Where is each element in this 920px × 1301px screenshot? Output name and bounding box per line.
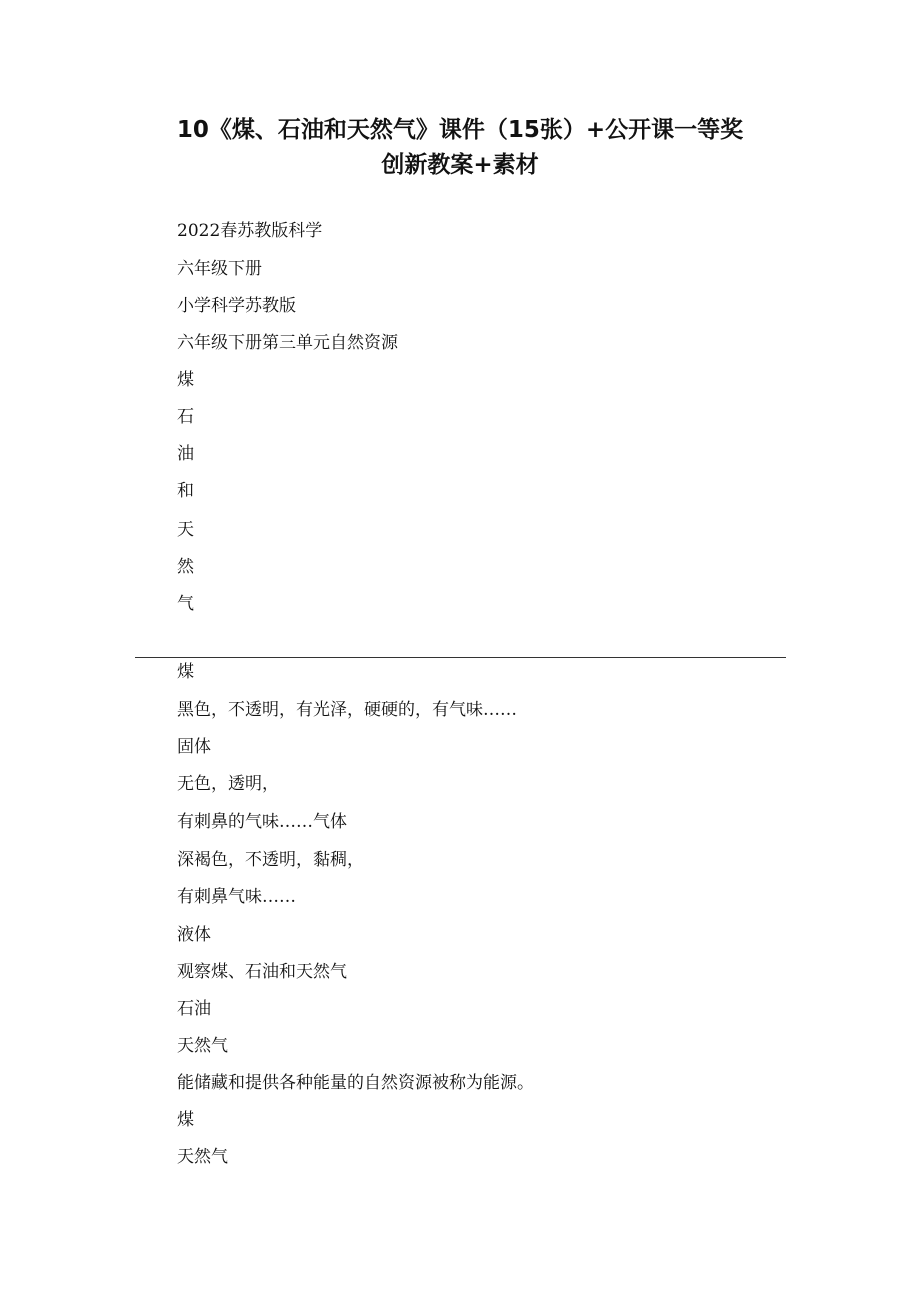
text-line: 石油: [177, 999, 211, 1019]
text-line: 油: [177, 444, 194, 464]
text-line: 黑色，不透明，有光泽，硬硬的，有气味……: [177, 700, 517, 720]
text-line: 六年级下册: [177, 259, 262, 279]
text-line: 观察煤、石油和天然气: [177, 962, 347, 982]
text-line: 固体: [177, 737, 211, 757]
document-title-line-1: 10《煤、石油和天然气》课件（15张）+公开课一等奖: [176, 117, 744, 143]
text-line: 煤: [177, 370, 194, 390]
text-line: 小学科学苏教版: [177, 296, 296, 316]
text-line: 能储藏和提供各种能量的自然资源被称为能源。: [177, 1073, 534, 1093]
text-line: 气: [177, 594, 194, 614]
text-line: 煤: [177, 1110, 194, 1130]
text-line: 天然气: [177, 1147, 228, 1167]
text-line: 石: [177, 407, 194, 427]
text-line: 天然气: [177, 1036, 228, 1056]
document-title-line-2: 创新教案+素材: [381, 152, 539, 178]
text-line: 无色，透明，: [177, 774, 279, 794]
text-line: 有刺鼻气味……: [177, 887, 296, 907]
text-line: 2022春苏教版科学: [177, 221, 323, 241]
text-line: 六年级下册第三单元自然资源: [177, 333, 398, 353]
text-line: 然: [177, 557, 194, 577]
text-line: 煤: [177, 662, 194, 682]
text-line: 有刺鼻的气味……气体: [177, 812, 347, 832]
text-line: 液体: [177, 925, 211, 945]
horizontal-divider: [135, 657, 786, 658]
text-line: 和: [177, 481, 194, 501]
text-line: 天: [177, 520, 194, 540]
text-line: 深褐色，不透明，黏稠，: [177, 850, 364, 870]
